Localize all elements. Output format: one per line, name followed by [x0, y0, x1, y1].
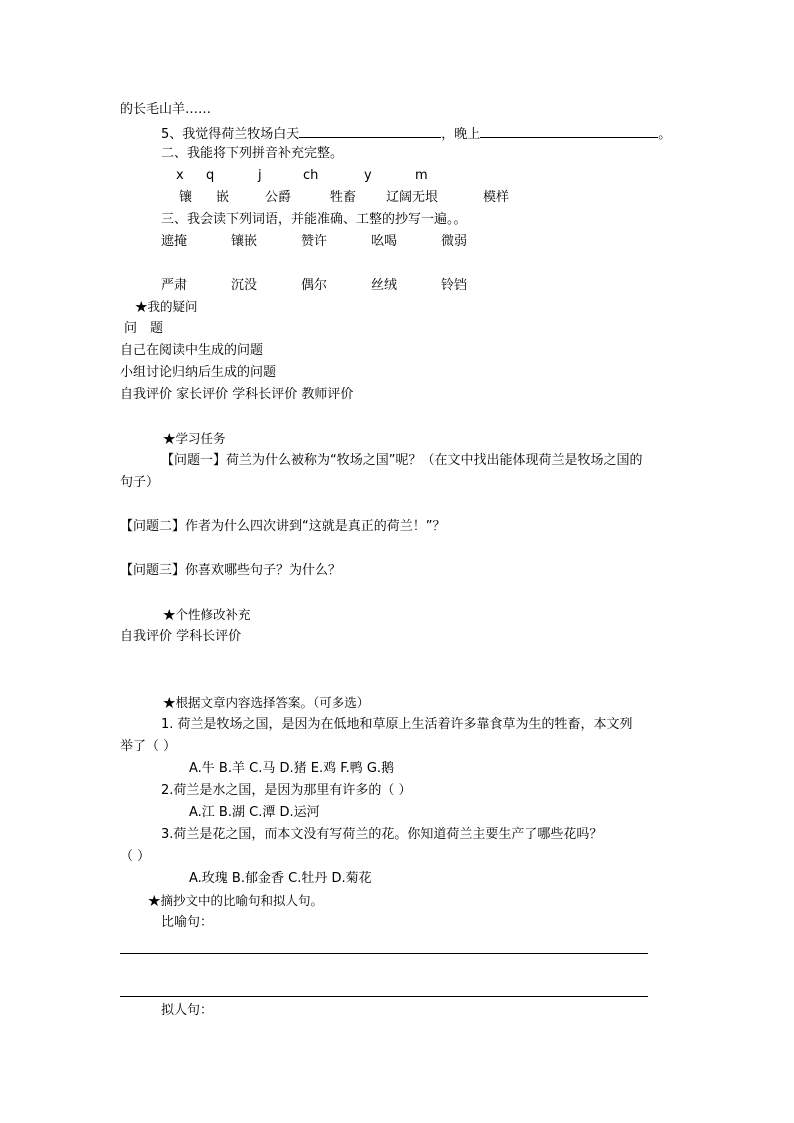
word-item: 镶嵌 — [231, 234, 258, 249]
word-item: 吆喝 — [371, 234, 398, 249]
section-revision: ★个性修改补充 — [163, 607, 251, 622]
word-item: 公爵 — [265, 190, 292, 205]
blank-night[interactable] — [480, 124, 658, 138]
text: 5、我觉得荷兰牧场白天 — [161, 127, 300, 142]
text: 。 — [658, 127, 672, 142]
task-question-3: 【问题三】你喜欢哪些句子？为什么？ — [120, 563, 342, 578]
section-heading: 二、我能将下列拼音补充完整。 — [161, 146, 344, 161]
section-multiple-choice: ★根据文章内容选择答案。（可多选） — [163, 695, 370, 710]
word-item: 微弱 — [441, 234, 468, 249]
text-line: 的长毛山羊…… — [120, 102, 212, 117]
section-learning-tasks: ★学习任务 — [163, 431, 226, 446]
answer-line[interactable] — [120, 996, 648, 997]
word-item: 铃铛 — [441, 278, 468, 293]
choice-options-2: A.江 B.湖 C.潭 D.运河 — [189, 805, 320, 820]
word-item: 模样 — [483, 190, 510, 205]
evaluation-row: 自我评价 家长评价 学科长评价 教师评价 — [120, 387, 354, 402]
section-my-questions: ★我的疑问 — [135, 299, 198, 314]
pinyin-item: ch — [303, 168, 319, 183]
section-heading: 三、我会读下列词语，并能准确、工整的抄写一遍。。 — [161, 212, 467, 227]
choice-question-1-cont: 举了（ ） — [120, 739, 177, 754]
text: ，晚上 — [441, 127, 481, 142]
choice-options-3: A.玫瑰 B.郁金香 C.牡丹 D.菊花 — [189, 871, 372, 886]
word-item: 镶 — [179, 190, 193, 205]
choice-question-1: 1. 荷兰是牧场之国，是因为在低地和草原上生活着许多靠食草为生的牲畜，本文列 — [161, 717, 633, 732]
simile-label: 比喻句： — [161, 915, 214, 930]
task-question-1: 【问题一】荷兰为什么被称为“牧场之国”呢？（在文中找出能体现荷兰是牧场之国的 — [161, 453, 643, 468]
choice-question-3: 3.荷兰是花之国，而本文没有写荷兰的花。你知道荷兰主要生产了哪些花吗？ — [161, 827, 603, 842]
word-item: 辽阔无垠 — [386, 190, 439, 205]
evaluation-row: 自我评价 学科长评价 — [120, 629, 242, 644]
word-item: 偶尔 — [301, 278, 328, 293]
choice-question-2: 2.荷兰是水之国，是因为那里有许多的（ ） — [161, 783, 412, 798]
choice-question-3-cont: （ ） — [120, 849, 151, 864]
blank-day[interactable] — [299, 124, 441, 138]
word-item: 嵌 — [216, 190, 230, 205]
questions-header: 问 题 — [124, 321, 164, 336]
question-row: 小组讨论归纳后生成的问题 — [120, 365, 277, 380]
fill-in-question-5 — [161, 124, 671, 143]
pinyin-item: x — [176, 168, 184, 183]
question-row: 自己在阅读中生成的问题 — [120, 343, 264, 358]
section-excerpts: ★摘抄文中的比喻句和拟人句。 — [148, 893, 324, 908]
choice-options-1: A.牛 B.羊 C.马 D.猪 E.鸡 F.鸭 G.鹅 — [189, 761, 395, 776]
word-item: 牲畜 — [330, 190, 357, 205]
pinyin-item: q — [206, 168, 215, 183]
personification-label: 拟人句： — [161, 1003, 214, 1018]
pinyin-item: j — [258, 168, 262, 183]
task-question-1-cont: 句子） — [120, 475, 160, 490]
word-item: 丝绒 — [371, 278, 398, 293]
word-item: 沉没 — [231, 278, 258, 293]
pinyin-item: m — [415, 168, 428, 183]
word-item: 遮掩 — [161, 234, 188, 249]
pinyin-item: y — [364, 168, 372, 183]
task-question-2: 【问题二】作者为什么四次讲到“这就是真正的荷兰！”？ — [120, 519, 446, 534]
word-item: 赞许 — [301, 234, 328, 249]
word-item: 严肃 — [161, 278, 188, 293]
answer-line[interactable] — [120, 953, 648, 954]
